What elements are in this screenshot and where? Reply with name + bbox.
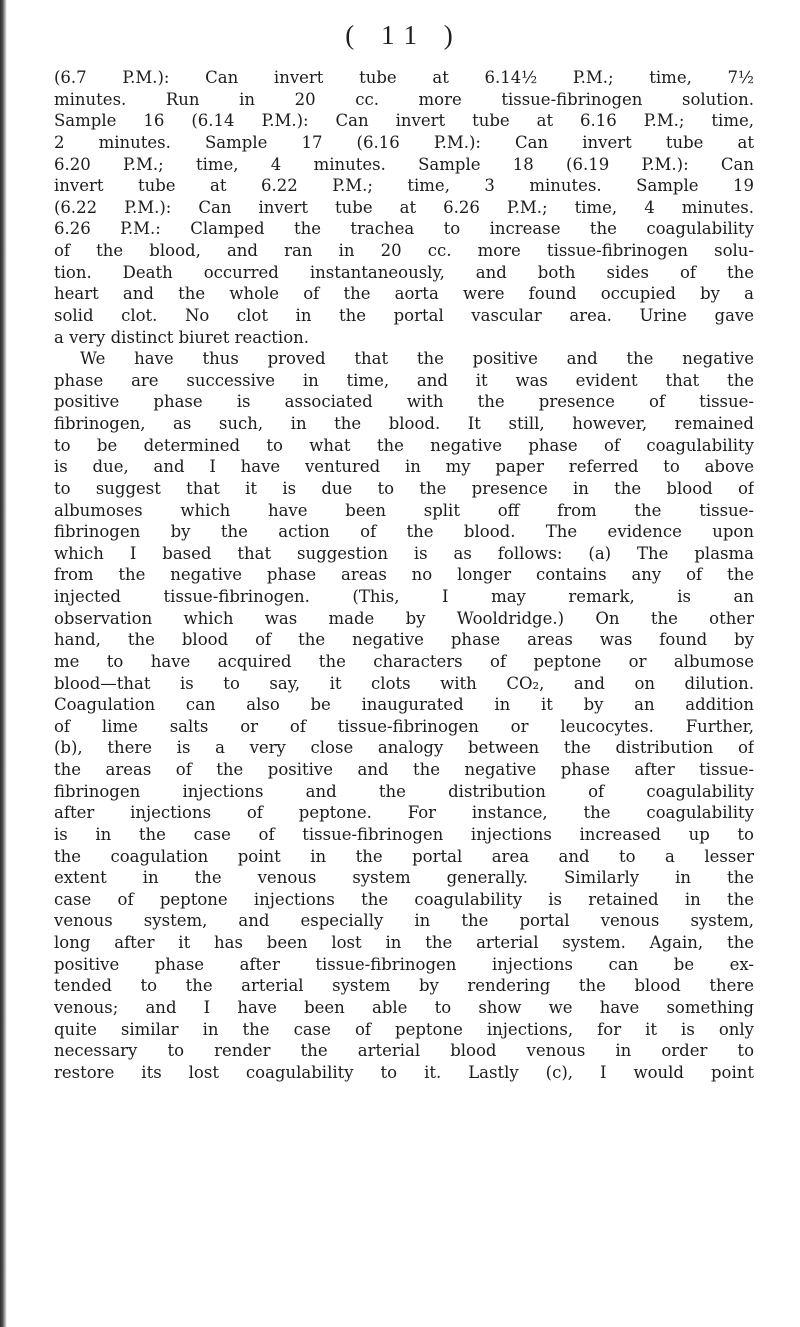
text-line: fibrinogen, as such, in the blood. It still, however, remained — [54, 414, 754, 433]
text-line: venous system, and especially in the portal venous system, — [54, 911, 754, 931]
text-line: positive phase after tissue-fibrinogen injections can be ex- — [54, 954, 754, 974]
text-line: long after it has been lost in the arterial system. Again, the — [54, 933, 754, 952]
text-line: 6.26 P.M.: Clamped the trachea to increase the coagulability — [54, 219, 754, 239]
page-number: ( 11 ) — [345, 20, 463, 50]
text-line: to suggest that it is due to the presence in the blood of — [54, 478, 754, 498]
text-line: minutes. Run in 20 cc. more tissue-fibrinogen solution. — [54, 89, 754, 109]
text-line: from the negative phase areas no longer contains any of the — [54, 565, 754, 585]
text-line: case of peptone injections the coagulability is retained in the — [54, 889, 754, 909]
text-line: tion. Death occurred instantaneously, and both sides of the — [54, 262, 754, 282]
text-line: fibrinogen injections and the distribution of coagulability — [54, 781, 754, 801]
text-line: phase are successive in time, and it was evident that the — [54, 370, 754, 390]
text-line: quite similar in the case of peptone injections, for it is only — [54, 1019, 754, 1039]
text-line: the areas of the positive and the negative phase after tissue- — [54, 760, 754, 779]
text-line: to be determined to what the negative phase of coagulability — [54, 435, 754, 455]
text-line: the coagulation point in the portal area and to a lesser — [54, 846, 754, 866]
text-line: Sample 16 (6.14 P.M.): Can invert tube at 6.16 P.M.; time, — [54, 111, 754, 131]
text-line: (6.7 P.M.): Can invert tube at 6.14½ P.M.; time, 7½ — [54, 68, 754, 87]
text-line: (b), there is a very close analogy between the distribution of — [54, 738, 754, 758]
text-line: hand, the blood of the negative phase areas was found by — [54, 630, 754, 650]
text-line: We have thus proved that the positive and the negative — [80, 349, 754, 369]
text-line: 6.20 P.M.; time, 4 minutes. Sample 18 (6.19 P.M.): Can — [54, 154, 754, 174]
text-line: injected tissue-fibrinogen. (This, I may remark, is an — [54, 587, 754, 606]
text-line: 2 minutes. Sample 17 (6.16 P.M.): Can invert tube at — [54, 132, 754, 152]
text-line: observation which was made by Wooldridge.) On the other — [54, 608, 754, 628]
text-line: Coagulation can also be inaugurated in it by an addition — [54, 695, 754, 715]
text-line: after injections of peptone. For instance, the coagulability — [54, 803, 754, 823]
text-line: fibrinogen by the action of the blood. The evidence upon — [54, 522, 754, 542]
text-line: necessary to render the arterial blood venous in order to — [54, 1041, 754, 1061]
text-line: tended to the arterial system by rendering the blood there — [54, 976, 754, 996]
text-line: venous; and I have been able to show we have something — [54, 997, 754, 1017]
text-line: heart and the whole of the aorta were found occupied by a — [54, 284, 754, 304]
text-line: is due, and I have ventured in my paper referred to above — [54, 457, 754, 477]
text-line: (6.22 P.M.): Can invert tube at 6.26 P.M.; time, 4 minutes. — [54, 197, 754, 217]
text-line: is in the case of tissue-fibrinogen injections increased up to — [54, 824, 754, 844]
text-line: a very distinct biuret reaction. — [54, 327, 310, 347]
text-line: which I based that suggestion is as follows: (a) The plasma — [54, 543, 754, 563]
text-line: invert tube at 6.22 P.M.; time, 3 minutes. Sample 19 — [54, 176, 754, 196]
text-line: solid clot. No clot in the portal vascular area. Urine gave — [54, 305, 754, 325]
body-text — [54, 67, 754, 1083]
text-line: extent in the venous system generally. Similarly in the — [54, 868, 754, 888]
text-line: me to have acquired the characters of peptone or albumose — [54, 651, 754, 671]
text-line: albumoses which have been split off from the tissue- — [54, 500, 754, 520]
text-line: blood—that is to say, it clots with CO₂, and on dilution. — [54, 673, 754, 693]
scan-binding-edge — [0, 0, 7, 1327]
text-line: of the blood, and ran in 20 cc. more tissue-fibrinogen solu- — [54, 241, 754, 260]
text-line: positive phase is associated with the presence of tissue- — [54, 392, 754, 412]
text-line: restore its lost coagulability to it. Lastly (c), I would point — [54, 1062, 754, 1082]
text-line: of lime salts or of tissue-fibrinogen or leucocytes. Further, — [54, 716, 754, 736]
